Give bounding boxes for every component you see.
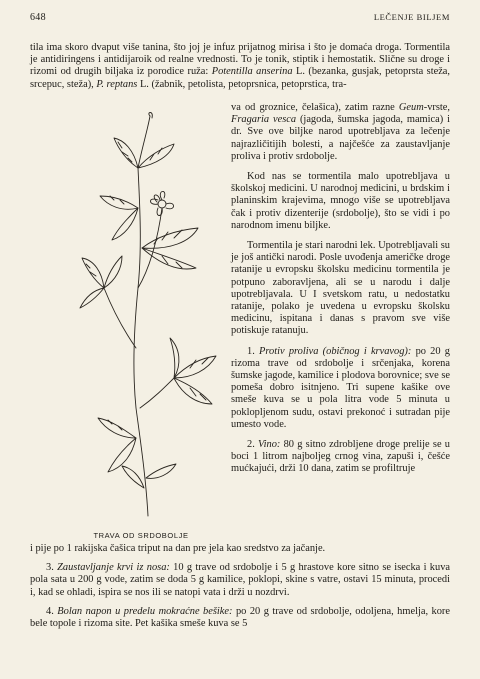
plant-illustration xyxy=(78,108,228,518)
recipe-body: 80 g sitno zdrobljene droge prelije se u boci 1 litrom najboljeg crnog vina, zapuši i, češće mućkajući, drži 10 dana, zatim se profiltruje xyxy=(231,439,451,475)
recipe-number: 2. xyxy=(247,439,259,451)
page-number: 648 xyxy=(30,12,46,23)
latin-name: Fragaria vesca xyxy=(231,114,297,126)
recipe-title: Bolan napon u predelu mokraćne bešike: xyxy=(57,605,233,617)
recipe-number: 4. xyxy=(46,605,58,617)
paragraph-continued xyxy=(231,102,450,163)
recipe-title: Protiv proliva (običnog i krvavog): xyxy=(259,345,412,357)
recipe-body: 10 g trave od srdobolje i 5 g hrastove kore sitno se isecka i kuva pola sata u 200 g vode, zatim se doda 5 g kamilice, poklopi, skine s vatre, ostavi 15 minuta, procedi i, kad se ohladi, ispira se nos ili se natopi vata i drži u nozdrvi. xyxy=(30,562,451,598)
page-header xyxy=(30,12,450,26)
bottom-section xyxy=(30,543,450,637)
recipe-4 xyxy=(30,606,450,630)
recipe-title: Vino: xyxy=(258,439,281,451)
recipe-1 xyxy=(231,346,450,431)
top-paragraph xyxy=(30,42,450,91)
recipe-title: Zaustavljanje krvi iz nosa: xyxy=(57,562,170,574)
running-title: LEČENJE BILJEM xyxy=(373,12,450,22)
text-span: -vrste, xyxy=(423,102,450,113)
text-span: (jagoda, šumska jagoda, mamica) i dr. Sve ove biljke narod upotrebljava za lečenje najrazličitijih bolesti, a najčešće za zaustavljanje proliva i protiv srdobolje. xyxy=(231,114,450,162)
right-column xyxy=(231,102,450,484)
text-span: L. (žabnik, petolista, petoprsnica, petoprstica, tra- xyxy=(137,78,347,90)
latin-name: Geum xyxy=(398,102,424,113)
recipe-number: 1. xyxy=(247,345,260,357)
recipe-body: po 20 g rizoma trave od srdobolje i srčenjaka, korena šumske jagode, kamilice i plodova borovnice; sve se pomeša dobro isitnjeno. Tri supene kašike ove smeše kuva se u pola litra vode 5 minuta u poklopljenom sudu, ostavi prekonoć i sutradan pije umesto vode. xyxy=(231,345,450,430)
latin-name: P. reptans xyxy=(96,78,138,90)
recipe-number: 3. xyxy=(46,562,58,574)
text-span: L. (bezanka, gusjak, petoprsta steža, srcepuc, steža), xyxy=(30,66,451,90)
recipe-2 xyxy=(231,439,450,476)
figure-caption: TRAVA OD SRDOBOLJE xyxy=(93,531,189,540)
latin-name: Potentilla anserina xyxy=(211,66,293,78)
recipe-3 xyxy=(30,562,450,599)
paragraph-intro xyxy=(30,42,450,91)
paragraph-continued: i pije po 1 rakijska čašica triput na dan pre jela kao sredstvo za jačanje. xyxy=(30,543,326,554)
text-span: va od groznice, čelašica), zatim razne xyxy=(231,102,399,113)
paragraph-school-medicine: Kod nas se tormentila malo upotrebljava u školskoj medicini. U narodnoj medicini, u brdskim i planinskim krajevima, mnogo više se upotrebljava čak i protiv dizenterije (srdobolje), što se vidi i po narodnom imenu biljke. xyxy=(231,171,450,231)
paragraph-history: Tormentila je stari narodni lek. Upotrebljavali su je još antički narodi. Posle uvođenja američke droge ratanije u evropsku školsku medicinu tormentila je potpuno zaboravljena, ali se u narodu i dalje upotrebljavala. U I svetskom ratu, u nedostatku ratanije, polako je uvedena u evropsku školsku medicinu, ispitana i danas s pravom sve više potiskuje ratanuju. xyxy=(231,240,450,337)
text-span: tila ima skoro dvaput više tanina, što joj je infuz prijatnog mirisa i što je domaća droga. Tormentila je antidiringens i antidijaroik od realne vrednosti. To je tonik, stiptik i hemostatik. Slične su droge i rizomi od drugih biljaka iz porodice ruža: xyxy=(30,42,450,78)
recipe-body: po 20 g trave od srdobolje, odoljena, hmelja, kore bele topole i rizoma site. Pet kašika smeše kuva se 5 xyxy=(30,605,451,630)
